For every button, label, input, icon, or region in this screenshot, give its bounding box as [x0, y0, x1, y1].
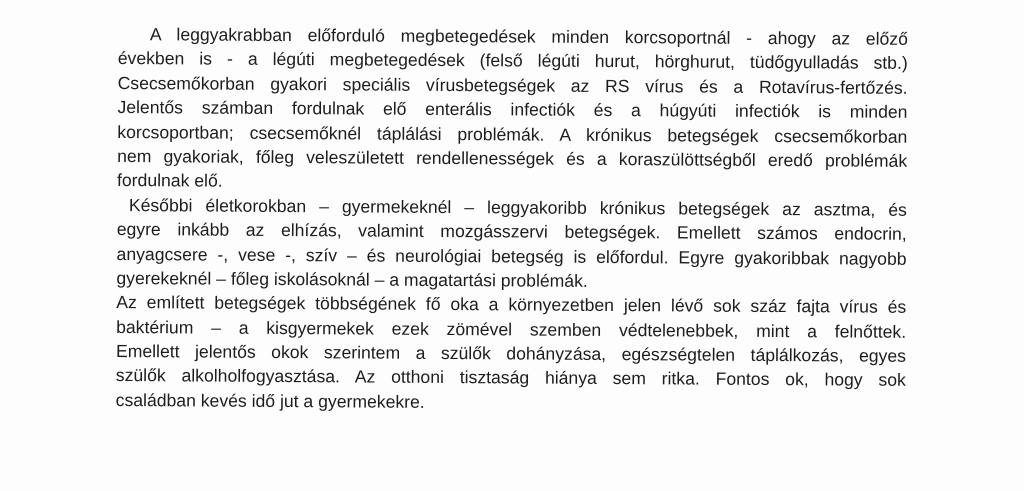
paragraph-2-line-2: egyre inkább az elhízás, valamint mozgásszervi betegségek. Emellett számos endocrin, [116, 219, 907, 244]
paragraph-3-line-1: Az említett betegségek többségének fő oka a környezetben jelen lévő sok száz fajta vírus és [116, 292, 907, 318]
paragraph-1-line-4: Jelentős számban fordulnak elő enterális infectiók és a húgyúti infectiók is minden [117, 97, 908, 122]
paragraph-3-line-5: családban kevés idő jut a gyermekekre. [115, 389, 425, 412]
paragraph-2-line-1: Későbbi életkorokban – gyermekeknél – leggyakoribb krónikus betegségek az asztma, és [128, 194, 907, 220]
document-body [116, 22, 908, 417]
paragraph-3-line-3: Emellett jelentős okok szerintem a szülők dohányzása, egészségtelen táplálkozás, egyes [115, 341, 907, 366]
paragraph-1-line-6: nem gyakoriak, főleg veleszületett rendellenességek és a koraszülöttségből eredő problémák [117, 145, 908, 171]
paragraph-2-line-4: gyerekeknél – főleg iskolásoknál – a magatartási problémák. [116, 267, 588, 291]
paragraph-2-line-3: anyagcsere -, vese -, szív – és neurológiai betegség is előfordul. Egyre gyakoribbak nagyobb [116, 243, 907, 269]
paragraph-1-line-2: években is - a légúti megbetegedések (felső légúti hurut, hörghurut, tüdőgyulladás stb.) [117, 48, 908, 74]
paragraph-3-line-2: baktérium – a kisgyermekek ezek zömével szemben védtelenebbek, mint a felnőttek. [116, 316, 907, 342]
paragraph-1-line-3: Csecsemőkorban gyakori speciális vírusbetegségek az RS vírus és a Rotavírus-fertőzés. [117, 72, 908, 98]
paragraph-3-line-4: szülők alkolholfogyasztása. Az otthoni tisztaság hiánya sem ritka. Fontos ok, hogy sok [115, 365, 906, 391]
paragraph-1-line-1: A leggyakrabban előforduló megbetegedések minden korcsoportnál - ahogy az előző [149, 24, 908, 49]
paragraph-1-line-5: korcsoportban; csecsemőknél táplálási problémák. A krónikus betegségek csecsemőkorban [117, 121, 908, 147]
paragraph-1-line-7: fordulnak elő. [116, 170, 223, 191]
